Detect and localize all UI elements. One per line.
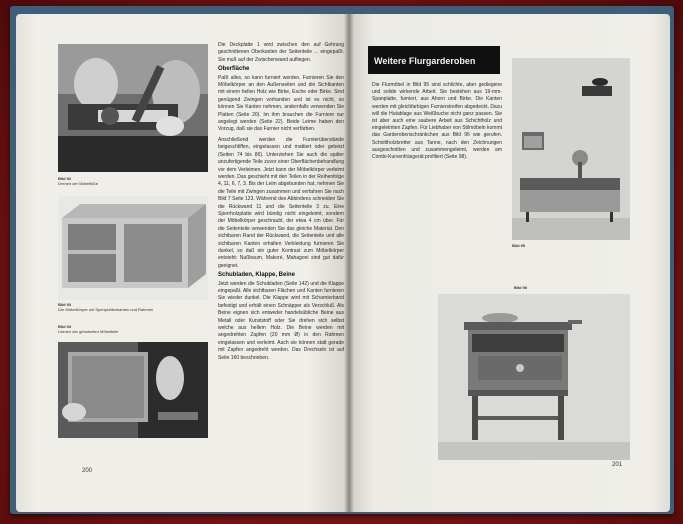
fig96-label: Bild 96 xyxy=(514,285,528,290)
right-page-number: 201 xyxy=(612,462,623,468)
photo-wardrobe-cabinet xyxy=(438,294,630,460)
right-column-text xyxy=(372,82,502,162)
left-page-number: 200 xyxy=(82,468,93,474)
intro-paragraph: Die Deckplatte 1 wird zwischen den auf Gehrung geschnittenen Oberkanten der Seitenteile ... eingepaßt. Sie muß auf der Zwischenwand aufliegen. xyxy=(218,42,344,63)
fig94-caption-text: Leimen der gehobelten Möbelteile xyxy=(58,329,119,334)
right-paragraph: Die Flurmöbel in Bild 95 sind schlichte, aber gediegene und solide wirkende Arbeit. Sie bestehen aus 19-mm-Spanplatte, furniert, aus Ahorn und Birke. Die Kanten werden mit gleichfarbigen Furnierstreifen abgedeckt. Dazu will die Hutablage aus Weißbuche nicht ganz passen. Sie ist aber auch eine saubere Arbeit aus Schichtholz und eingeleimten Zapfen. Für Liebhaber von Stilmöbeln kommt das Garderobenschränkchen aus Bild 96 wie gerufen. Schnittholzbretter aus Tanne, nach den Zeichnungen ausgeschnitten und zusammengeleimt, werden am Combi-Kurvenfräsgerät profiliert (Seite 98). xyxy=(372,82,502,161)
page-title: Weitere Flurgarderoben xyxy=(368,46,500,74)
wardrobe-photo-illustration xyxy=(438,294,630,460)
drawers-paragraph: Jetzt werden die Schubladen (Seite 142) und die Klappe eingepaßt. Alle sichtbaren Flächen und Kanten furnieren Sie wieder dunkel. Die Klappe wird mit Scharnierband befestigt und erhält einen Schnäpper als Verschluß. Als Beine eignen sich entweder handelsübliche Beine aus Metall oder Kunststoff oder Sie drehen sich selbst welche aus hellem Holz. Die Beine werden mit angedrehten Zapfen (20 mm Ø) in den Rahmen eingelassen und verleimt. Auch sie können statt gerade mit Zapfen angedreht werden. Das Drechseln ist auf Seite 160 beschrieben. xyxy=(218,280,344,361)
photo-gluing-parts xyxy=(58,342,208,438)
fig95-label: Bild 95 xyxy=(512,243,526,248)
hallway-photo-illustration xyxy=(512,58,630,240)
fig93-caption xyxy=(58,302,208,312)
photo-lathe-turning xyxy=(58,44,208,172)
section-heading-drawers: Schubladen, Klappe, Beine xyxy=(218,272,296,279)
surface-paragraph: Paßt alles, so kann furniert werden. Furnieren Sie den Möbelkörper an den Außenseiten und die Sichtkanten mit einem hellen Holz wie Birke, Esche oder Birke. Sind genügend Zwingen vorhanden und ist es nicht, so können Sie Kanten nehmen, andernfalls verwenden Sie Platten (Seite 20). Im ihm brauchen die Furniere nur angelegt werden (Seite 22). Beide Leime haben den Vorzug, daß sie das Furnier nicht verfärben. xyxy=(218,74,344,133)
book-gutter-shadow xyxy=(344,14,354,512)
lathe-photo-illustration xyxy=(58,44,208,172)
section-heading-surface: Oberfläche xyxy=(218,66,250,73)
fig94-caption xyxy=(58,324,208,334)
fig92-label: Bild 92 xyxy=(58,176,72,181)
photo-cabinet-body xyxy=(58,196,208,300)
gluing-photo-illustration xyxy=(58,342,208,438)
fig94-label: Bild 94 xyxy=(58,324,72,329)
assembly-paragraph: Anschließend werden die Furnierüberstände beigeschliffen, eingelassen und mattiert oder gebeizt (Seiten 74 bis 86). Unterziehen Sie auch die später anzufertigende Teile zuvor einer Oberflächenbehandlung vor dem Verleimen. Jetzt kann der Möbelkörper verleimt werden. Das geschieht mit den Teilen in der Reihenfolge 4, 11, 6, 7, 3. Bis der Leim abgebunden hat, nehmen Sie die Teile mit Zwingen zusammen und verfahren Sie nach Bild 7 Seite 123. Während des Abbindens schneiden Sie die Rückwand 11 und die Seitenteile 3 zu. Eine Sperrholzplatte wird bündig nicht eingeleimt, sondern der Möbelkörper geschraubt, der etwa 4 cm über. Für die Seitenteile verwenden Sie das gleiche Material. Den sichtbaren Rand der Rückwand, die Seitenteile und alle sichtbaren Kanten erhalten Verkleidung furnieren Sie dunkel, so daß ein guter Kontrast zum Möbelkörper entsteht: Nußbaum, Makoré, Mahagoni sind gut dafür geeignet. xyxy=(218,136,344,269)
cabinet-photo-illustration xyxy=(58,196,208,300)
photo-hallway-furniture xyxy=(512,58,630,240)
fig92-caption xyxy=(58,176,208,186)
left-column-text xyxy=(218,42,344,492)
fig93-label: Bild 93 xyxy=(58,302,72,307)
fig92-caption-text: Drehen der Möbelfüße xyxy=(58,181,99,186)
fig93-caption-text: Der Möbelkörper mit Sperrplattenkanten und Rahmen xyxy=(58,307,154,312)
